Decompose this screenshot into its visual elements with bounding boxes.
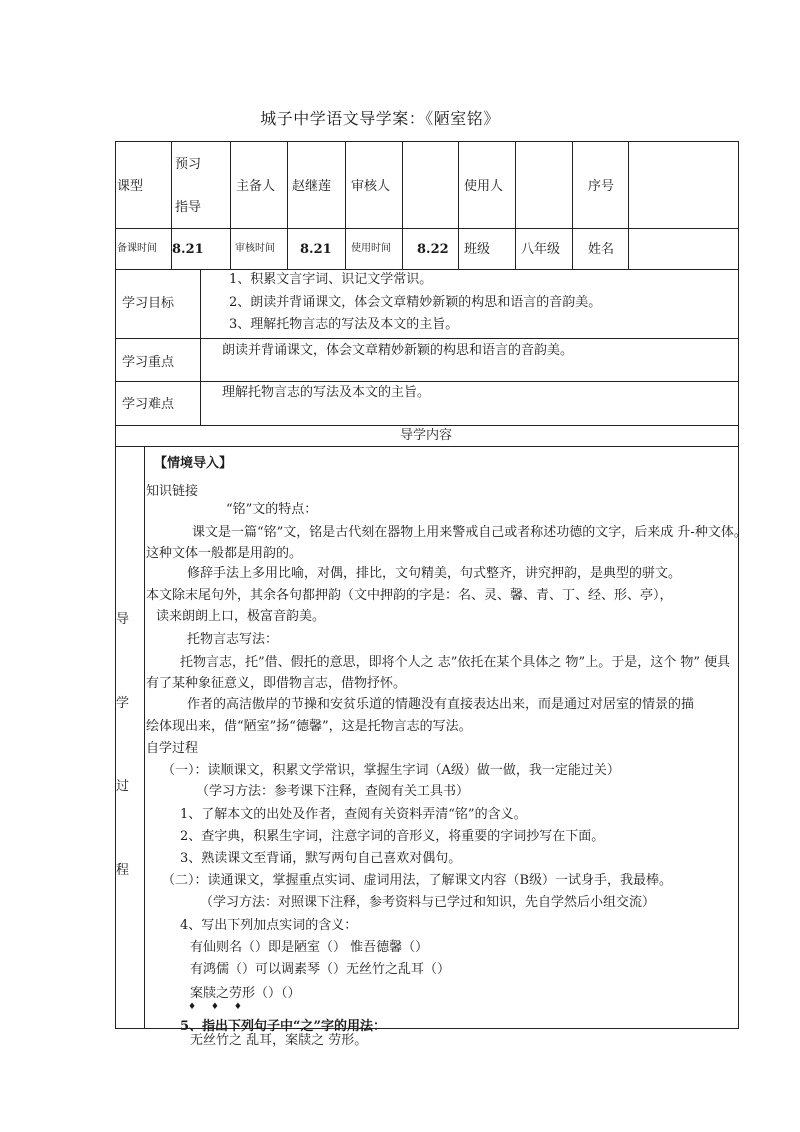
question-4-line-2: 有鸿儒（）可以调素琴（）无丝竹之乱耳（） <box>190 962 451 977</box>
tuowu-paragraph-1b: 有了某种象征意义，即借物言志，借物抒怀。 <box>146 676 407 691</box>
step-1-method: （学习方法：参考课下注释，查阅有关工具书） <box>196 784 470 799</box>
side-label-char: 导 <box>116 612 130 627</box>
question-4-line-1: 有仙则名（）即是陋室（） 惟吾德馨（） <box>190 940 429 955</box>
ming-paragraph-2: 修辞手法上多用比喻，对偶，排比，文句精美，句式整齐，讲究押韵，是典型的骈文。 <box>187 566 682 581</box>
key-point-text: 朗读并背诵课文，体会文章精妙新颖的构思和语言的音韵美。 <box>222 343 574 358</box>
goal-item-2: 2、朗读并背诵课文，体会文章精妙新颖的构思和语言的音韵美。 <box>229 295 602 310</box>
tuowu-title: 托物言志写法： <box>187 632 279 647</box>
row-divider <box>115 446 739 447</box>
intro-heading: 【情境导入】 <box>154 456 233 471</box>
step-1: （一）：读顺课文，积累文学常识，掌握生字词（A级）做一做，我一定能过关） <box>162 763 620 778</box>
tuowu-paragraph-1a: 托物言志，托”借、假托的意思，即将个人之 志”依托在某个具体之 物”上。于是，这个 物” 便具 <box>180 655 731 670</box>
prep-time-value: 8.21 <box>172 242 204 257</box>
prep-time-label: 备课时间 <box>117 243 157 254</box>
col-divider <box>230 141 231 269</box>
ming-title: “铭”文的特点： <box>226 502 318 517</box>
difficulty-text: 理解托物言志的写法及本文的主旨。 <box>222 385 431 400</box>
col-divider <box>287 141 288 269</box>
step-2: （二）：读通课文，掌握重点实词、虚词用法，了解课文内容（B级）一试身手，我最棒。 <box>162 873 673 888</box>
preview-label-line1: 预习 <box>175 157 202 172</box>
col-divider <box>402 141 403 269</box>
row-divider <box>115 228 739 229</box>
question-2: 2、查字典，积累生字词，注意字词的音形义，将重要的字词抄写在下面。 <box>180 829 605 844</box>
goal-item-3: 3、理解托物言志的写法及本文的主旨。 <box>229 317 459 332</box>
col-divider <box>572 141 573 269</box>
preview-label-line2: 指导 <box>175 200 202 215</box>
page-title: 城子中学语文导学案：《陋室铭》 <box>260 109 500 128</box>
review-time-label: 审核时间 <box>235 243 275 254</box>
ming-paragraph-1b: 这种文体一般都是用韵的。 <box>146 546 303 561</box>
use-time-value: 8.22 <box>417 242 449 257</box>
ming-paragraph-3b: 读来朗朗上口，极富音韵美。 <box>156 609 326 624</box>
knowledge-link-heading: 知识链接 <box>146 484 199 499</box>
ming-paragraph-1a: 课文是一篇“铭”文，铭是古代刻在器物上用来警戒自己或者称述功德的文字，后来成 升-种文体。 <box>192 525 747 540</box>
class-label: 班级 <box>464 242 491 257</box>
name-label: 姓名 <box>588 242 615 257</box>
use-time-label: 使用时间 <box>351 243 391 254</box>
row-divider <box>115 425 739 426</box>
step-2-method: （学习方法：对照课下注释，参考资料与已学过和知识，先自学然后小组交流） <box>200 895 656 910</box>
reviewer-label: 审核人 <box>351 179 391 194</box>
user-label: 使用人 <box>464 179 504 194</box>
col-divider <box>628 141 629 269</box>
col-divider <box>458 141 459 269</box>
tuowu-paragraph-2b: 绘体现出来，借“陋室”扬“德馨”，这是托物言志的写法。 <box>146 719 472 734</box>
grade-value: 八年级 <box>521 242 561 257</box>
serial-label: 序号 <box>588 179 615 194</box>
row-divider <box>115 381 739 382</box>
guide-content-header: 导学内容 <box>400 428 453 443</box>
author-value: 赵继莲 <box>292 179 332 194</box>
review-time-value: 8.21 <box>300 242 332 257</box>
goal-item-1: 1、积累文言字词、识记文学常识。 <box>229 272 433 287</box>
self-study-heading: 自学过程 <box>146 741 199 756</box>
side-label-char: 程 <box>116 863 130 878</box>
side-label-char: 学 <box>116 696 130 711</box>
author-label: 主备人 <box>236 179 276 194</box>
course-type-label: 课型 <box>117 179 144 194</box>
col-divider <box>144 446 145 1029</box>
col-divider <box>200 269 201 425</box>
key-point-label: 学习重点 <box>122 355 175 370</box>
difficulty-label: 学习难点 <box>122 397 175 412</box>
question-5-line: 无丝竹之 乱耳，案牍之 劳形。 <box>190 1033 368 1048</box>
col-divider <box>345 141 346 269</box>
question-4: 4、写出下列加点实词的含义： <box>180 918 358 933</box>
question-1: 1、了解本文的出处及作者，查阅有关资料弄清“铭”的含义。 <box>180 807 527 822</box>
question-3: 3、熟读课文至背诵，默写两句自己喜欢对偶句。 <box>180 851 462 866</box>
tuowu-paragraph-2a: 作者的高洁傲岸的节操和安贫乐道的情趣没有直接表达出来，而是通过对居室的情景的描 <box>187 697 695 712</box>
question-5: 5、指出下列句子中“之”字的用法： <box>180 1019 387 1034</box>
col-divider <box>515 141 516 269</box>
emphasis-dots: ♦ ♦ ♦ <box>188 1002 248 1012</box>
row-divider <box>115 269 739 270</box>
row-divider <box>115 338 739 339</box>
question-4-line-3: 案牍之劳形（）（） <box>190 986 301 1001</box>
goals-label: 学习目标 <box>122 296 175 311</box>
side-label-char: 过 <box>116 779 130 794</box>
ming-paragraph-3a: 本文除末尾句外，其余各句都押韵（文中押韵的字是：名、灵、馨、青、丁、经、形、亭）， <box>146 588 673 603</box>
